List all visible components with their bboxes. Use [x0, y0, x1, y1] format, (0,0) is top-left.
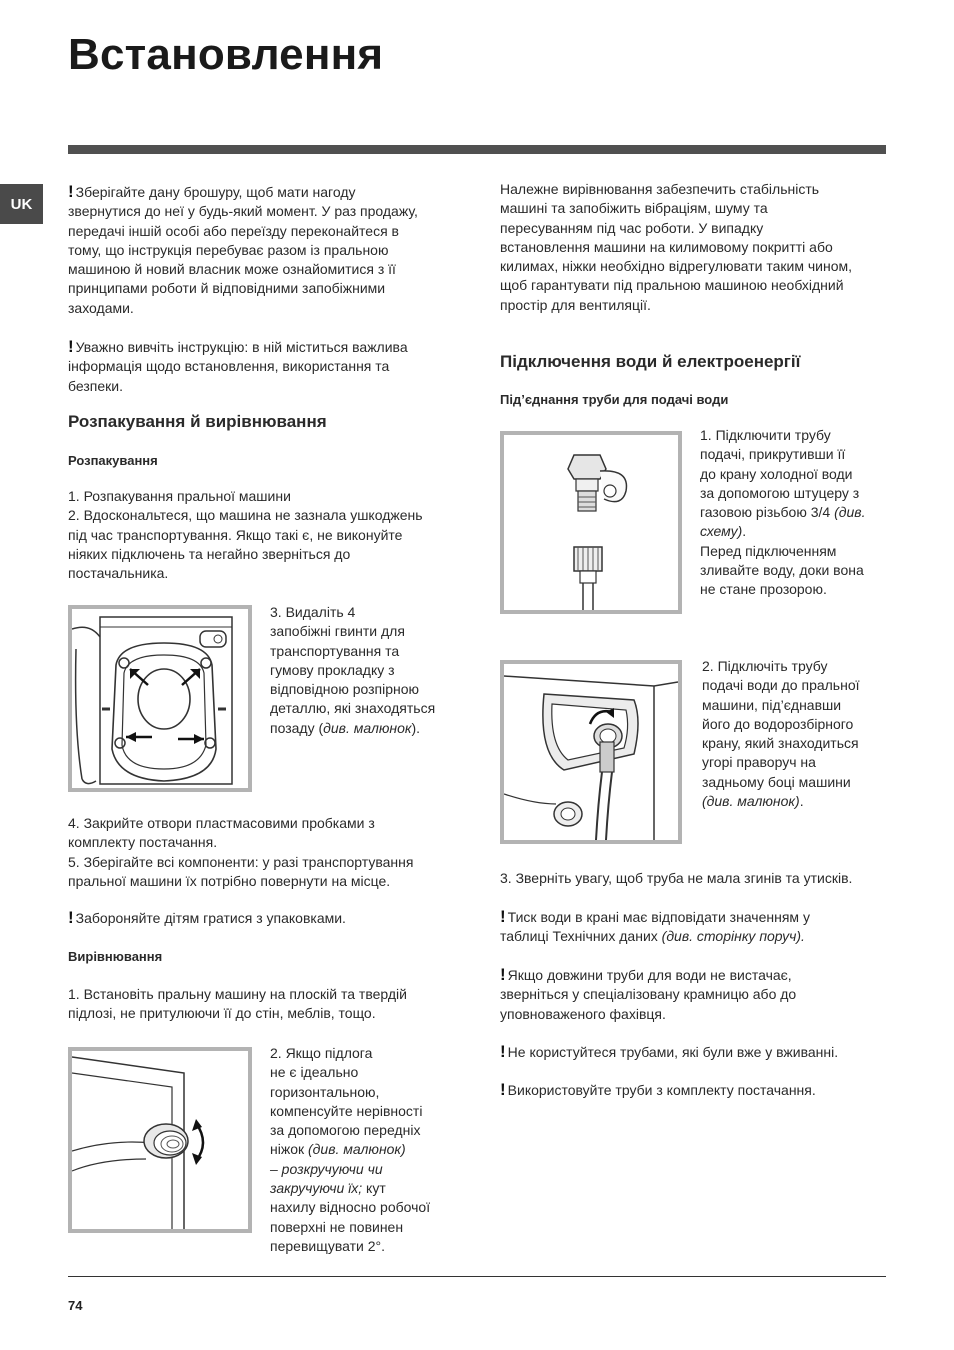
- leveling-intro: Належне вирівнювання забезпечить стабільність машині та запобіжить вібраціям, шуму та пересуванням під час роботи. У випадку встановлення машини на килимовому покритті або килимах, ніжки необхідно відрегулювати таким чином, щоб гарантувати під пральною машиною необхідний простір для вентиляції.: [500, 181, 852, 313]
- footer-divider: [68, 1276, 886, 1277]
- unpacking-steps: 1. Розпакування пральної машини 2. Вдоскональтеся, що машина не зазнала ушкоджень під час транспортування. Якщо такі є, не виконуйте ніяких підключень та негайно зверніться до постачальника.: [68, 488, 423, 582]
- warning-water-pressure: ! Тиск води в крані має відповідати значенням у таблиці Технічних даних (див. сторінку поруч).: [500, 907, 810, 945]
- header-bar: [68, 145, 886, 154]
- connection-step1: 1. Підключити трубу подачі, прикрутивши її до крану холодної води за допомогою штуцеру з газовою різьбою 3/4 (див. схему). Перед підключенням зливайте воду, доки вона не стане прозорою.: [700, 427, 866, 598]
- warning-text: Зберігайте дану брошуру, щоб мати нагоду звернутися до неї у будь-який момент. У раз продажу, передачі іншій особі або переїзду переконайтеся в тому, що інструкція перебуває разом із пральною машиною й новий власник може ознайомитися з її принципами роботи й відповідними запобіжними заходами.: [68, 184, 418, 316]
- hose-machine-illustration: [504, 664, 678, 840]
- warning-read-manual: [68, 337, 468, 396]
- leveling-step1: 1. Встановіть пральну машину на плоскій та твердій підлозі, не притулюючи її до стін, меблів, тощо.: [68, 986, 407, 1022]
- warning-text: Якщо довжини труби для води не вистачає, зверніться у спеціалізовану крамницю або до уповноваженого фахівця.: [500, 967, 797, 1022]
- warning-children: [68, 908, 468, 928]
- warning-exclamation-icon: !: [68, 182, 74, 201]
- page-title: Встановлення: [68, 30, 384, 79]
- warning-exclamation-icon: !: [68, 908, 74, 927]
- tap-hose-illustration: [504, 435, 678, 610]
- warning-keep-manual: [68, 182, 468, 318]
- leveling-step2: 2. Якщо підлога не є ідеально горизонтальною, компенсуйте нерівності за допомогою передніх ніжок (див. малюнок) – розкручуючи чи закручуючи їх; кут нахилу відносно робочої поверхні не повинен перевищувати 2°.: [270, 1045, 431, 1254]
- figure-adjustable-foot: [68, 1047, 252, 1233]
- warning-used-hoses: [500, 1042, 890, 1062]
- warning-exclamation-icon: !: [500, 907, 506, 926]
- subsection-title-water-hose: Під’єднання труби для подачі води: [500, 392, 729, 407]
- subsection-title-leveling: Вирівнювання: [68, 949, 163, 964]
- warning-text: Забороняйте дітям гратися з упаковками.: [75, 910, 346, 926]
- figure-machine-back: [68, 605, 252, 792]
- warning-hose-length: [500, 965, 890, 1024]
- steps-4-5: 4. Закрийте отвори пластмасовими пробками з комплекту постачання. 5. Зберігайте всі компоненти: у разі транспортування пральної машини їх потрібно повернути на місце.: [68, 815, 414, 889]
- warning-exclamation-icon: !: [500, 1042, 506, 1061]
- warning-supplied-hoses: [500, 1080, 890, 1100]
- warning-exclamation-icon: !: [68, 337, 74, 356]
- warning-text: Уважно вивчіть інструкцію: в ній міститься важлива інформація щодо встановлення, використання та безпеки.: [68, 339, 408, 394]
- figure-tap-hose: [500, 431, 682, 614]
- subsection-title-unpacking: Розпакування: [68, 453, 158, 468]
- warning-text: Не користуйтеся трубами, які були вже у вживанні.: [507, 1044, 839, 1060]
- section-title-connections: Підключення води й електроенергії: [500, 352, 801, 371]
- step3-text: 3. Видаліть 4 запобіжні гвинти для транспортування та гумову прокладку з відповідною розпірною деталлю, які знаходяться позаду (див. малюнок).: [270, 604, 436, 736]
- warning-text: Використовуйте труби з комплекту постачання.: [507, 1082, 816, 1098]
- page-number: 74: [68, 1298, 83, 1313]
- connection-step2: 2. Підключіть трубу подачі води до пральної машини, під’єднавши його до водорозбірного крану, який знаходиться угорі праворуч на задньому боці машини (див. малюнок).: [702, 658, 860, 810]
- warning-exclamation-icon: !: [500, 965, 506, 984]
- connection-step3: 3. Зверніть увагу, щоб труба не мала згинів та утисків.: [500, 870, 853, 886]
- language-tab: UK: [0, 184, 43, 224]
- section-title-unpacking: Розпакування й вирівнювання: [68, 412, 327, 431]
- figure-hose-to-machine: [500, 660, 682, 844]
- foot-illustration: [72, 1051, 248, 1229]
- machine-back-illustration: [72, 609, 248, 788]
- warning-exclamation-icon: !: [500, 1080, 506, 1099]
